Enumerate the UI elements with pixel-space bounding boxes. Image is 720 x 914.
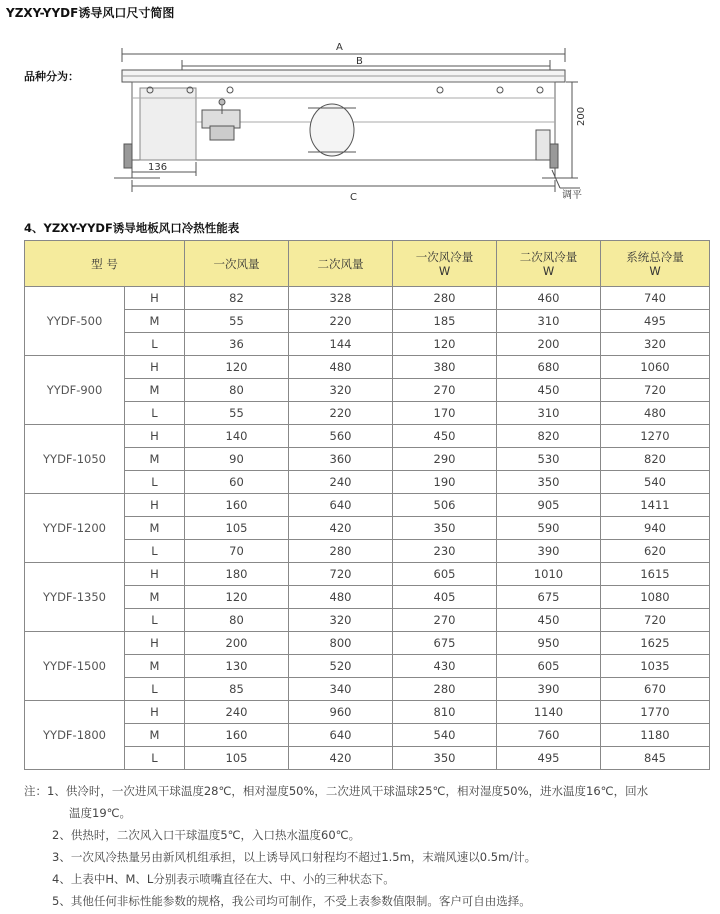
total-cool-cell: 720 <box>601 379 710 402</box>
total-cool-cell: 845 <box>601 747 710 770</box>
header-secondary-air: 二次风量 <box>289 241 393 287</box>
secondary-cool-cell: 390 <box>497 540 601 563</box>
secondary-air-cell: 328 <box>289 287 393 310</box>
dim-c-label: C <box>350 192 357 203</box>
note-1: 注：1、供冷时，一次进风干球温度28℃，相对湿度50%，二次进风干球温球25℃，相对湿度50%，进水温度16℃，回水 <box>24 784 649 798</box>
secondary-air-cell: 340 <box>289 678 393 701</box>
header-primary-cool-label: 一次风冷量 <box>415 249 474 264</box>
dimension-drawing <box>110 30 710 210</box>
speed-cell: M <box>125 448 185 471</box>
speed-cell: H <box>125 701 185 724</box>
speed-cell: H <box>125 632 185 655</box>
speed-cell: M <box>125 724 185 747</box>
speed-cell: L <box>125 540 185 563</box>
model-cell: YYDF-900 <box>25 356 125 425</box>
table-row <box>25 517 710 540</box>
table-row <box>25 448 710 471</box>
header-model: 型 号 <box>25 241 185 287</box>
primary-cool-cell: 280 <box>393 678 497 701</box>
primary-air-cell: 240 <box>185 701 289 724</box>
header-primary-air: 一次风量 <box>185 241 289 287</box>
table-row <box>25 356 710 379</box>
secondary-air-cell: 640 <box>289 494 393 517</box>
secondary-air-cell: 420 <box>289 747 393 770</box>
primary-cool-cell: 506 <box>393 494 497 517</box>
speed-cell: L <box>125 609 185 632</box>
header-secondary-cool-unit: W <box>542 263 555 278</box>
table-row <box>25 287 710 310</box>
primary-cool-cell: 350 <box>393 747 497 770</box>
table-row <box>25 540 710 563</box>
speed-cell: M <box>125 379 185 402</box>
secondary-air-cell: 720 <box>289 563 393 586</box>
secondary-cool-cell: 950 <box>497 632 601 655</box>
secondary-cool-cell: 675 <box>497 586 601 609</box>
secondary-cool-cell: 820 <box>497 425 601 448</box>
secondary-air-cell: 320 <box>289 379 393 402</box>
secondary-air-cell: 220 <box>289 402 393 425</box>
secondary-air-cell: 220 <box>289 310 393 333</box>
primary-cool-cell: 810 <box>393 701 497 724</box>
primary-cool-cell: 675 <box>393 632 497 655</box>
primary-air-cell: 180 <box>185 563 289 586</box>
secondary-air-cell: 144 <box>289 333 393 356</box>
secondary-cool-cell: 460 <box>497 287 601 310</box>
notes <box>24 780 714 912</box>
table-row <box>25 655 710 678</box>
table-row <box>25 494 710 517</box>
primary-cool-cell: 605 <box>393 563 497 586</box>
model-cell: YYDF-1500 <box>25 632 125 701</box>
total-cool-cell: 1180 <box>601 724 710 747</box>
table-row <box>25 563 710 586</box>
total-cool-cell: 820 <box>601 448 710 471</box>
primary-cool-cell: 170 <box>393 402 497 425</box>
dim-a-label: A <box>336 42 343 53</box>
primary-air-cell: 85 <box>185 678 289 701</box>
secondary-cool-cell: 590 <box>497 517 601 540</box>
model-cell: YYDF-500 <box>25 287 125 356</box>
table-title: 4、YZXY-YYDF诱导地板风口冷热性能表 <box>24 221 240 235</box>
primary-air-cell: 60 <box>185 471 289 494</box>
secondary-air-cell: 960 <box>289 701 393 724</box>
primary-cool-cell: 405 <box>393 586 497 609</box>
note-3: 3、一次风冷热量另由新风机组承担，以上诱导风口射程均不超过1.5m，末端风速以0.5m/计。 <box>52 850 537 864</box>
page-title: YZXY-YYDF诱导风口尺寸简图 <box>6 6 175 20</box>
secondary-cool-cell: 1010 <box>497 563 601 586</box>
primary-air-cell: 160 <box>185 724 289 747</box>
speed-cell: L <box>125 333 185 356</box>
primary-air-cell: 80 <box>185 379 289 402</box>
table-header-row <box>25 241 710 287</box>
secondary-cool-cell: 450 <box>497 379 601 402</box>
dim-b-label: B <box>356 56 363 67</box>
primary-air-cell: 80 <box>185 609 289 632</box>
performance-table <box>24 240 710 770</box>
total-cool-cell: 720 <box>601 609 710 632</box>
secondary-air-cell: 280 <box>289 540 393 563</box>
primary-cool-cell: 280 <box>393 287 497 310</box>
secondary-cool-cell: 200 <box>497 333 601 356</box>
table-body <box>25 287 710 770</box>
speed-cell: M <box>125 310 185 333</box>
primary-cool-cell: 450 <box>393 425 497 448</box>
secondary-air-cell: 240 <box>289 471 393 494</box>
table-row <box>25 425 710 448</box>
primary-air-cell: 130 <box>185 655 289 678</box>
secondary-cool-cell: 1140 <box>497 701 601 724</box>
note-1-continuation: 温度19℃。 <box>69 806 132 820</box>
primary-air-cell: 160 <box>185 494 289 517</box>
model-cell: YYDF-1050 <box>25 425 125 494</box>
speed-cell: L <box>125 678 185 701</box>
speed-cell: L <box>125 471 185 494</box>
table-row <box>25 724 710 747</box>
secondary-air-cell: 800 <box>289 632 393 655</box>
header-secondary-cool <box>497 241 601 287</box>
secondary-air-cell: 420 <box>289 517 393 540</box>
primary-air-cell: 55 <box>185 310 289 333</box>
speed-cell: L <box>125 402 185 425</box>
speed-cell: H <box>125 425 185 448</box>
primary-air-cell: 105 <box>185 747 289 770</box>
primary-air-cell: 120 <box>185 586 289 609</box>
total-cool-cell: 1035 <box>601 655 710 678</box>
header-total-cool-label: 系统总冷量 <box>626 249 684 264</box>
total-cool-cell: 540 <box>601 471 710 494</box>
primary-cool-cell: 190 <box>393 471 497 494</box>
table-row <box>25 747 710 770</box>
secondary-air-cell: 640 <box>289 724 393 747</box>
secondary-cool-cell: 905 <box>497 494 601 517</box>
table-row <box>25 471 710 494</box>
primary-cool-cell: 270 <box>393 379 497 402</box>
primary-air-cell: 82 <box>185 287 289 310</box>
note-2: 2、供热时，二次风入口干球温度5℃，入口热水温度60℃。 <box>52 828 361 842</box>
speed-cell: H <box>125 356 185 379</box>
total-cool-cell: 620 <box>601 540 710 563</box>
secondary-cool-cell: 350 <box>497 471 601 494</box>
total-cool-cell: 670 <box>601 678 710 701</box>
variety-label: 品种分为： <box>24 70 79 83</box>
adjust-label: 调平 <box>562 190 582 201</box>
speed-cell: M <box>125 655 185 678</box>
secondary-cool-cell: 450 <box>497 609 601 632</box>
secondary-cool-cell: 495 <box>497 747 601 770</box>
primary-cool-cell: 185 <box>393 310 497 333</box>
note-4: 4、上表中H、M、L分别表示喷嘴直径在大、中、小的三种状态下。 <box>52 872 395 886</box>
table-row <box>25 586 710 609</box>
secondary-cool-cell: 390 <box>497 678 601 701</box>
primary-cool-cell: 540 <box>393 724 497 747</box>
primary-cool-cell: 350 <box>393 517 497 540</box>
secondary-air-cell: 480 <box>289 356 393 379</box>
dim-136-label: 136 <box>148 162 168 173</box>
total-cool-cell: 1411 <box>601 494 710 517</box>
primary-cool-cell: 270 <box>393 609 497 632</box>
total-cool-cell: 1770 <box>601 701 710 724</box>
primary-air-cell: 55 <box>185 402 289 425</box>
total-cool-cell: 320 <box>601 333 710 356</box>
header-total-cool-unit: W <box>649 263 661 278</box>
secondary-air-cell: 480 <box>289 586 393 609</box>
total-cool-cell: 1080 <box>601 586 710 609</box>
table-row <box>25 678 710 701</box>
table-row <box>25 310 710 333</box>
table-row <box>25 333 710 356</box>
total-cool-cell: 1060 <box>601 356 710 379</box>
speed-cell: L <box>125 747 185 770</box>
header-primary-cool-unit: W <box>438 263 451 278</box>
primary-air-cell: 200 <box>185 632 289 655</box>
secondary-cool-cell: 310 <box>497 310 601 333</box>
note-5: 5、其他任何非标性能参数的规格，我公司均可制作，不受上表参数值限制。客户可自由选择。 <box>52 894 531 908</box>
primary-cool-cell: 120 <box>393 333 497 356</box>
primary-cool-cell: 380 <box>393 356 497 379</box>
model-cell: YYDF-1800 <box>25 701 125 770</box>
primary-cool-cell: 230 <box>393 540 497 563</box>
table-row <box>25 701 710 724</box>
header-primary-cool <box>393 241 497 287</box>
table-row <box>25 609 710 632</box>
total-cool-cell: 1615 <box>601 563 710 586</box>
secondary-cool-cell: 760 <box>497 724 601 747</box>
dim-200-label: 200 <box>576 106 587 126</box>
secondary-cool-cell: 680 <box>497 356 601 379</box>
table-row <box>25 632 710 655</box>
primary-air-cell: 90 <box>185 448 289 471</box>
speed-cell: H <box>125 563 185 586</box>
primary-cool-cell: 430 <box>393 655 497 678</box>
speed-cell: H <box>125 287 185 310</box>
secondary-air-cell: 520 <box>289 655 393 678</box>
total-cool-cell: 1625 <box>601 632 710 655</box>
header-secondary-cool-label: 二次风冷量 <box>519 249 578 264</box>
table-row <box>25 402 710 425</box>
primary-air-cell: 36 <box>185 333 289 356</box>
secondary-cool-cell: 605 <box>497 655 601 678</box>
header-total-cool <box>601 241 710 287</box>
speed-cell: M <box>125 517 185 540</box>
total-cool-cell: 480 <box>601 402 710 425</box>
total-cool-cell: 740 <box>601 287 710 310</box>
primary-air-cell: 120 <box>185 356 289 379</box>
secondary-air-cell: 320 <box>289 609 393 632</box>
primary-air-cell: 70 <box>185 540 289 563</box>
primary-air-cell: 140 <box>185 425 289 448</box>
model-cell: YYDF-1200 <box>25 494 125 563</box>
total-cool-cell: 495 <box>601 310 710 333</box>
primary-cool-cell: 290 <box>393 448 497 471</box>
table-row <box>25 379 710 402</box>
total-cool-cell: 1270 <box>601 425 710 448</box>
secondary-cool-cell: 530 <box>497 448 601 471</box>
secondary-air-cell: 360 <box>289 448 393 471</box>
speed-cell: M <box>125 586 185 609</box>
primary-air-cell: 105 <box>185 517 289 540</box>
secondary-cool-cell: 310 <box>497 402 601 425</box>
total-cool-cell: 940 <box>601 517 710 540</box>
model-cell: YYDF-1350 <box>25 563 125 632</box>
secondary-air-cell: 560 <box>289 425 393 448</box>
speed-cell: H <box>125 494 185 517</box>
